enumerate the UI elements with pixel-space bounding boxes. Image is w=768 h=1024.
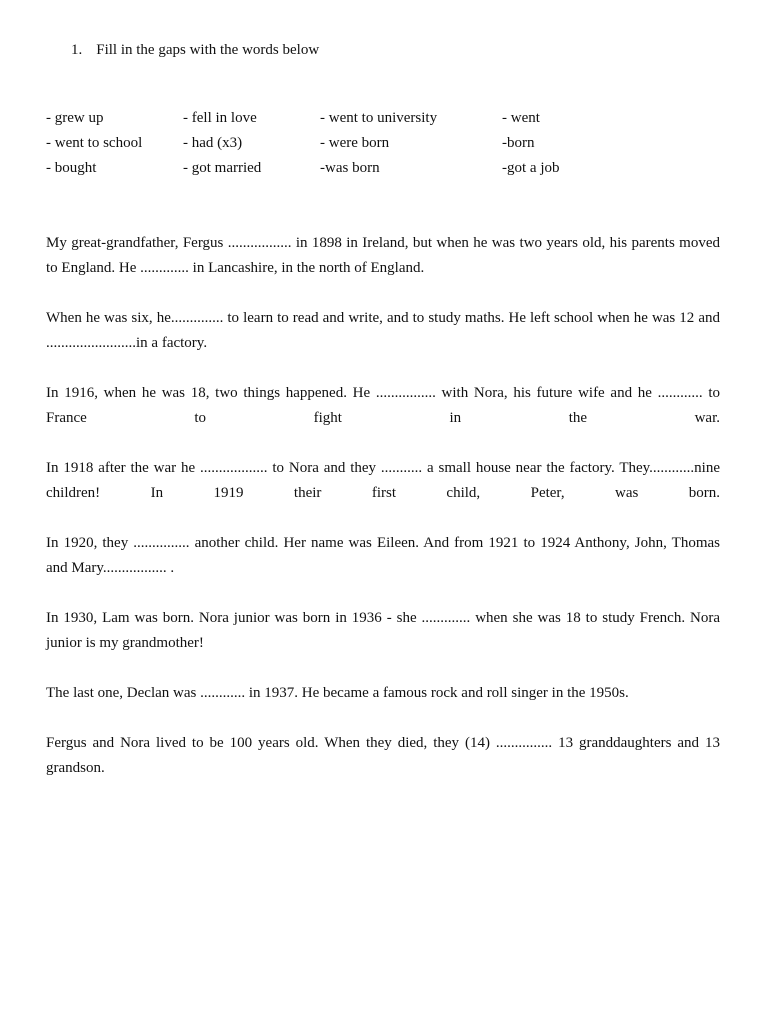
exercise-instruction-text: Fill in the gaps with the words below (96, 42, 320, 58)
exercise-instruction (71, 42, 319, 59)
word-bank-item: -was born (320, 160, 380, 176)
story-text (46, 231, 720, 806)
story-paragraph-2: When he was six, he.............. to learn to read and write, and to study maths. He left school when he was 12 and ........................in a factory. (46, 310, 720, 351)
word-bank-item: - went (502, 110, 540, 126)
word-bank-item: -born (502, 135, 535, 151)
story-paragraph-5: In 1920, they ............... another child. Her name was Eileen. And from 1921 to 1924 Anthony, John, Thomas and Mary................. . (46, 535, 720, 576)
word-bank-item: - got married (183, 160, 262, 176)
word-bank-item: -got a job (502, 160, 560, 176)
story-paragraph-3: In 1916, when he was 18, two things happened. He ................ with Nora, his future wife and he ............ to France to fight in the war. (46, 385, 720, 426)
story-paragraph-6: In 1930, Lam was born. Nora junior was born in 1936 - she ............. when she was 18 to study French. Nora junior is my grandmother! (46, 610, 720, 651)
word-bank-item: - had (x3) (183, 135, 243, 151)
word-bank (46, 108, 646, 183)
word-bank-row (46, 133, 646, 158)
exercise-number: 1. (71, 42, 83, 58)
word-bank-item: - fell in love (183, 110, 257, 126)
story-paragraph-7: The last one, Declan was ............ in 1937. He became a famous rock and roll singer in the 1950s. (46, 685, 629, 701)
word-bank-item: - went to school (46, 135, 143, 151)
story-paragraph-1: My great-grandfather, Fergus ................. in 1898 in Ireland, but when he was two years old, his parents moved to England. He ............. in Lancashire, in the north of England. (46, 235, 720, 276)
story-paragraph-4: In 1918 after the war he .................. to Nora and they ........... a small house near the factory. They............nine children! In 1919 their first child, Peter, was born. (46, 460, 720, 501)
word-bank-row (46, 158, 646, 183)
word-bank-item: - grew up (46, 110, 104, 126)
word-bank-row (46, 108, 646, 133)
word-bank-item: - went to university (320, 110, 438, 126)
word-bank-item: - bought (46, 160, 97, 176)
story-paragraph-8: Fergus and Nora lived to be 100 years old. When they died, they (14) ............... 13 granddaughters and 13 grandson. (46, 735, 720, 776)
word-bank-item: - were born (320, 135, 390, 151)
